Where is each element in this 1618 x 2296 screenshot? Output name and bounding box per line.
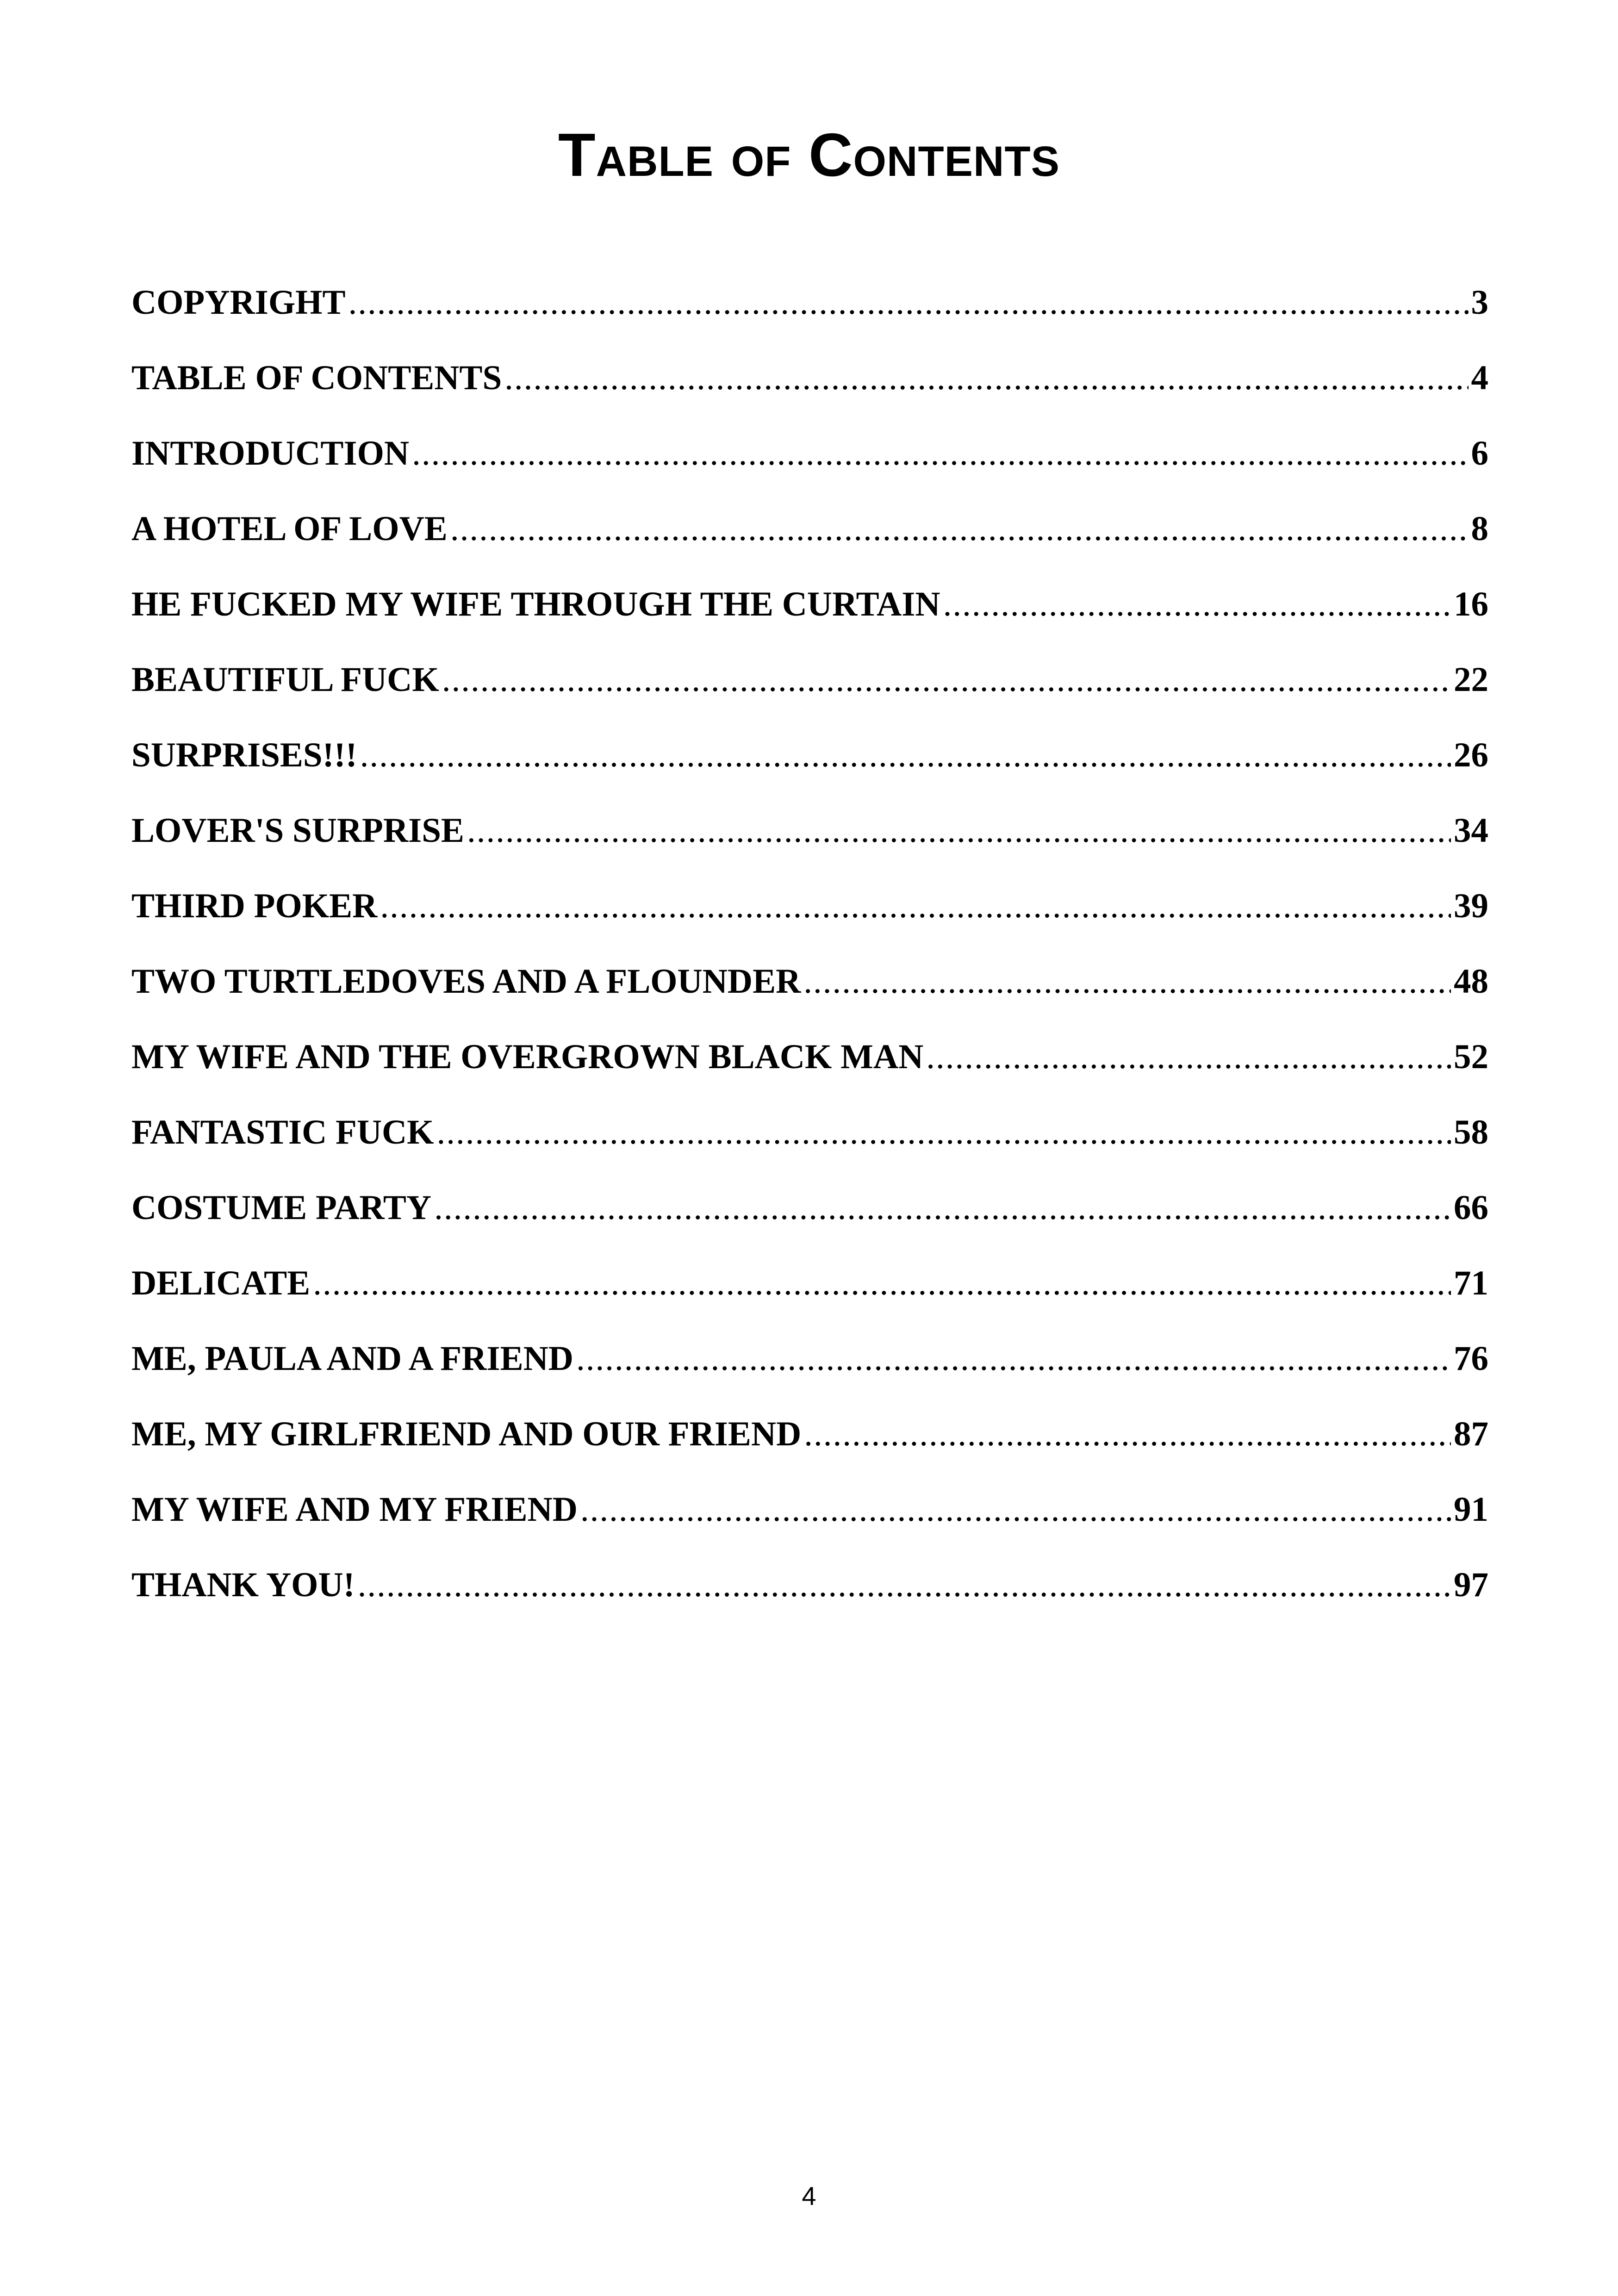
- toc-entry[interactable]: [131, 1109, 1488, 1185]
- toc-dot-leader: [380, 883, 1451, 929]
- table-of-contents: [131, 280, 1488, 1637]
- toc-entry[interactable]: [131, 430, 1488, 506]
- toc-entry-label: COPYRIGHT: [131, 283, 346, 322]
- toc-entry-label: TWO TURTLEDOVES AND A FLOUNDER: [131, 962, 801, 1001]
- toc-dot-leader: [450, 506, 1469, 552]
- toc-entry[interactable]: [131, 1336, 1488, 1411]
- toc-dot-leader: [467, 808, 1451, 854]
- toc-entry-label: ME, MY GIRLFRIEND AND OUR FRIEND: [131, 1415, 802, 1453]
- toc-entry-label: A HOTEL OF LOVE: [131, 510, 448, 548]
- toc-entry-label: BEAUTIFUL FUCK: [131, 660, 439, 699]
- toc-dot-leader: [358, 1562, 1451, 1608]
- toc-entry-label: THIRD POKER: [131, 887, 378, 925]
- toc-entry[interactable]: [131, 732, 1488, 808]
- toc-entry-page: 8: [1471, 510, 1488, 548]
- toc-entry[interactable]: [131, 506, 1488, 581]
- toc-dot-leader: [442, 657, 1451, 703]
- toc-entry-label: THANK YOU!: [131, 1566, 355, 1604]
- toc-entry[interactable]: [131, 355, 1488, 430]
- toc-entry-page: 16: [1454, 585, 1488, 623]
- toc-dot-leader: [804, 1411, 1451, 1457]
- toc-entry-page: 34: [1454, 811, 1488, 850]
- toc-entry[interactable]: [131, 1034, 1488, 1109]
- toc-dot-leader: [412, 430, 1468, 477]
- toc-dot-leader: [576, 1336, 1451, 1382]
- toc-entry-page: 48: [1454, 962, 1488, 1001]
- toc-entry[interactable]: [131, 808, 1488, 883]
- toc-entry-label: HE FUCKED MY WIFE THROUGH THE CURTAIN: [131, 585, 940, 623]
- toc-entry-label: DELICATE: [131, 1264, 311, 1302]
- toc-entry-page: 76: [1454, 1339, 1488, 1378]
- toc-entry-page: 52: [1454, 1038, 1488, 1076]
- toc-entry-page: 87: [1454, 1415, 1488, 1453]
- toc-dot-leader: [434, 1185, 1451, 1231]
- toc-dot-leader: [313, 1260, 1451, 1307]
- toc-dot-leader: [943, 581, 1451, 628]
- toc-entry-label: FANTASTIC FUCK: [131, 1113, 434, 1151]
- toc-entry-page: 66: [1454, 1188, 1488, 1227]
- page-number: 4: [802, 2181, 816, 2210]
- toc-entry-page: 4: [1471, 359, 1488, 397]
- toc-entry-label: MY WIFE AND MY FRIEND: [131, 1490, 578, 1529]
- toc-entry[interactable]: [131, 958, 1488, 1034]
- toc-entry-label: MY WIFE AND THE OVERGROWN BLACK MAN: [131, 1038, 924, 1076]
- toc-entry-page: 97: [1454, 1566, 1488, 1604]
- toc-entry-page: 39: [1454, 887, 1488, 925]
- toc-dot-leader: [580, 1487, 1451, 1533]
- toc-entry-label: LOVER'S SURPRISE: [131, 811, 464, 850]
- toc-dot-leader: [803, 958, 1451, 1005]
- toc-entry-page: 58: [1454, 1113, 1488, 1151]
- toc-entry[interactable]: [131, 657, 1488, 732]
- toc-entry-page: 26: [1454, 736, 1488, 774]
- toc-entry-page: 3: [1471, 283, 1488, 322]
- toc-entry[interactable]: [131, 1260, 1488, 1336]
- toc-entry[interactable]: [131, 1487, 1488, 1562]
- toc-entry-label: INTRODUCTION: [131, 434, 410, 473]
- toc-dot-leader: [437, 1109, 1451, 1156]
- page-title: Table of Contents: [558, 121, 1060, 189]
- toc-dot-leader: [348, 280, 1469, 326]
- toc-entry-page: 22: [1454, 660, 1488, 699]
- toc-entry[interactable]: [131, 1562, 1488, 1637]
- toc-entry[interactable]: [131, 1185, 1488, 1260]
- toc-dot-leader: [926, 1034, 1451, 1080]
- toc-entry[interactable]: [131, 280, 1488, 355]
- toc-dot-leader: [360, 732, 1451, 778]
- toc-entry-label: ME, PAULA AND A FRIEND: [131, 1339, 573, 1378]
- toc-entry[interactable]: [131, 883, 1488, 958]
- toc-entry[interactable]: [131, 581, 1488, 657]
- toc-entry-label: TABLE OF CONTENTS: [131, 359, 502, 397]
- toc-entry-page: 71: [1454, 1264, 1488, 1302]
- toc-dot-leader: [504, 355, 1468, 401]
- toc-entry-page: 91: [1454, 1490, 1488, 1529]
- toc-entry-label: SURPRISES!!!: [131, 736, 357, 774]
- toc-entry-label: COSTUME PARTY: [131, 1188, 432, 1227]
- toc-entry-page: 6: [1471, 434, 1488, 473]
- toc-entry[interactable]: [131, 1411, 1488, 1487]
